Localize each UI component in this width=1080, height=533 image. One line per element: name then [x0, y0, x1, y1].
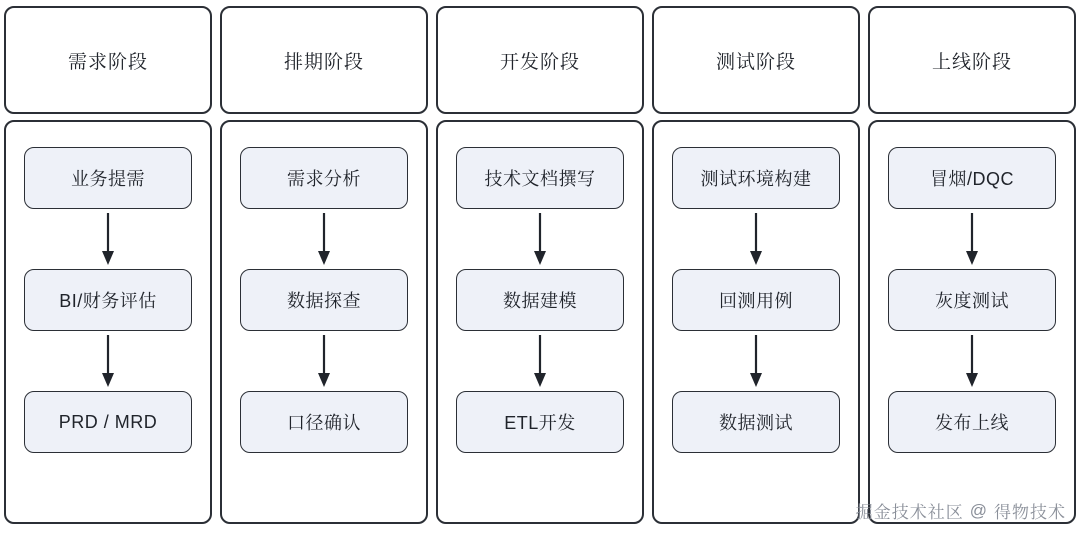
phase-header-3 — [436, 6, 644, 114]
process-step-label: 口径确认 — [287, 413, 361, 433]
watermark-at-symbol: @ — [969, 500, 988, 520]
watermark-author: 得物技术 — [994, 503, 1066, 522]
process-step — [456, 269, 624, 331]
phase-body-1 — [4, 120, 212, 524]
phase-header-1 — [4, 6, 212, 114]
phase-header-label: 排期阶段 — [283, 51, 364, 73]
process-step — [24, 147, 192, 209]
process-step — [672, 269, 840, 331]
phase-header-label: 测试阶段 — [715, 51, 796, 73]
arrow-down-icon — [961, 331, 983, 391]
process-step-label: 回测用例 — [719, 291, 793, 311]
phase-body-3 — [436, 120, 644, 524]
process-step-label: 数据探查 — [287, 291, 361, 311]
arrow-down-icon — [745, 209, 767, 269]
process-step-label: 冒烟/DQC — [930, 169, 1014, 189]
process-step-label: 灰度测试 — [935, 291, 1009, 311]
phase-column-1 — [4, 6, 212, 524]
phase-header-5 — [868, 6, 1076, 114]
arrow-down-icon — [97, 209, 119, 269]
arrow-down-icon — [745, 331, 767, 391]
process-step-label: BI/财务评估 — [59, 291, 157, 311]
process-step-label: 技术文档撰写 — [484, 169, 596, 189]
process-step — [24, 269, 192, 331]
arrow-down-icon — [313, 331, 335, 391]
arrow-down-icon — [529, 331, 551, 391]
phase-column-2 — [220, 6, 428, 524]
phase-column-4 — [652, 6, 860, 524]
process-step — [888, 391, 1056, 453]
arrow-down-icon — [529, 209, 551, 269]
phase-header-4 — [652, 6, 860, 114]
phase-body-2 — [220, 120, 428, 524]
process-step-label: ETL开发 — [504, 413, 576, 433]
watermark-source: 掘金技术社区 — [855, 503, 964, 522]
process-step — [672, 147, 840, 209]
arrow-down-icon — [961, 209, 983, 269]
phase-body-4 — [652, 120, 860, 524]
process-step-label: 需求分析 — [287, 169, 361, 189]
process-step-label: 测试环境构建 — [700, 169, 812, 189]
process-step-label: 数据测试 — [719, 413, 793, 433]
process-step — [240, 391, 408, 453]
arrow-down-icon — [97, 331, 119, 391]
process-step-label: 发布上线 — [935, 413, 1009, 433]
process-step — [888, 269, 1056, 331]
process-step — [456, 147, 624, 209]
process-step — [456, 391, 624, 453]
phase-header-2 — [220, 6, 428, 114]
process-step — [24, 391, 192, 453]
process-step — [672, 391, 840, 453]
process-step — [240, 147, 408, 209]
watermark — [856, 498, 1066, 523]
process-step-label: PRD / MRD — [58, 411, 158, 432]
process-step-label: 业务提需 — [71, 169, 145, 189]
process-step — [888, 147, 1056, 209]
phase-header-label: 开发阶段 — [499, 51, 580, 73]
phase-header-label: 上线阶段 — [931, 51, 1012, 73]
phase-column-5 — [868, 6, 1076, 524]
phase-header-label: 需求阶段 — [67, 51, 148, 73]
process-step — [240, 269, 408, 331]
phase-body-5 — [868, 120, 1076, 524]
phase-column-3 — [436, 6, 644, 524]
process-step-label: 数据建模 — [503, 291, 577, 311]
arrow-down-icon — [313, 209, 335, 269]
